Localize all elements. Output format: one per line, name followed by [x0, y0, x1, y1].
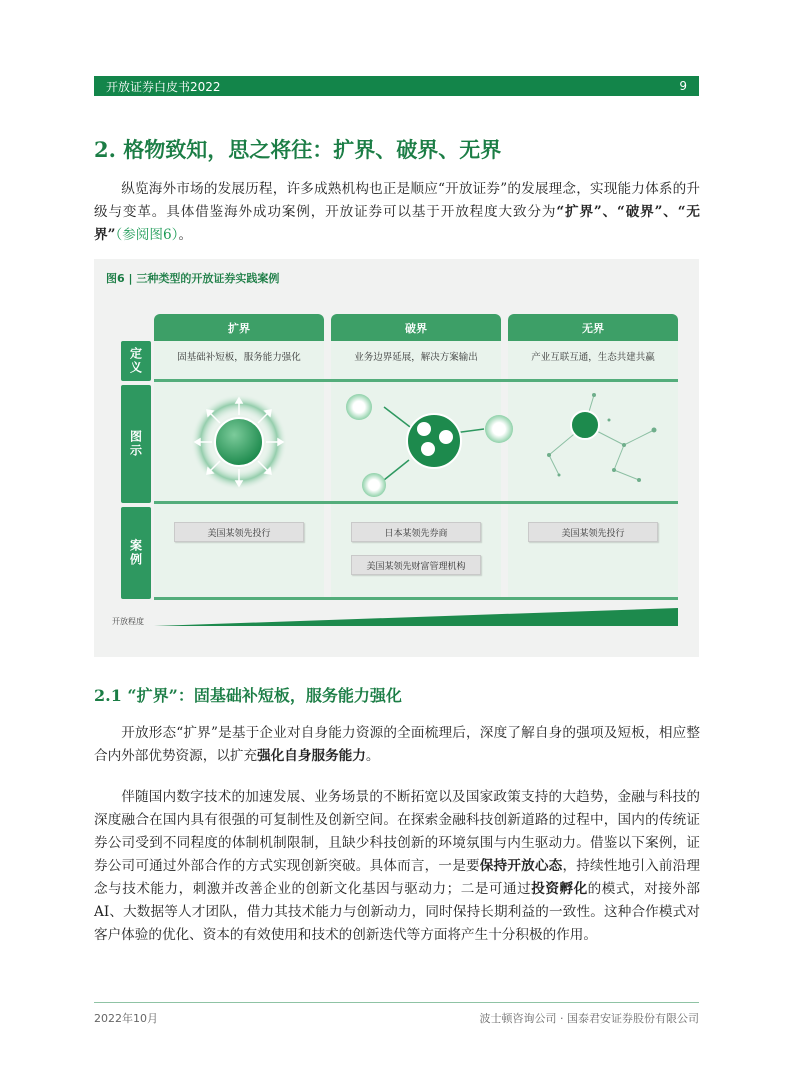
column-header-wujie: 无界: [508, 314, 678, 341]
row-divider-2: [154, 501, 678, 504]
row-divider-1: [154, 379, 678, 382]
case-button-pojie-2[interactable]: 美国某领先财富管理机构: [351, 555, 481, 575]
p2-bold1: 保持开放心态: [479, 858, 563, 874]
paragraph-1: [94, 722, 700, 768]
row-label-diagram: 图示: [121, 385, 151, 503]
definition-kuojie: 固基础补短板，服务能力强化: [177, 352, 301, 363]
case-button-kuojie-1[interactable]: 美国某领先投行: [174, 522, 304, 542]
openness-axis-label: 开放程度: [112, 617, 144, 626]
p1-text: 开放形态“扩界”是基于企业对自身能力资源的全面梳理后，深度了解自身的强项及短板，相应整合内外部优势资源，以扩充: [94, 725, 700, 764]
footer-publisher: 波士顿咨询公司 · 国泰君安证券股份有限公司: [479, 1012, 699, 1025]
intro-end: 。: [178, 227, 193, 243]
column-header-pojie: 破界: [331, 314, 501, 341]
figure-6: [94, 259, 699, 657]
subsection-heading: 2.1 “扩界”：固基础补短板，服务能力强化: [94, 686, 402, 705]
row-divider-3: [154, 597, 678, 600]
column-header-kuojie: 扩界: [154, 314, 324, 341]
diagram-kuojie: [191, 394, 287, 490]
case-button-wujie-1[interactable]: 美国某领先投行: [528, 522, 658, 542]
definition-pojie: 业务边界延展，解决方案输出: [354, 352, 478, 363]
p2-part3: 的模式，对接外部AI、大数据等人才团队，借力其技术能力与创新动力，同时保持长期利益的一致性。这种合作模式对客户体验的优化、资本的有效使用和技术的创新迭代等方面将产生十分积极的作用。: [94, 881, 700, 943]
openness-wedge: [154, 608, 678, 628]
p1-end: 。: [365, 748, 380, 764]
page-number: 9: [679, 79, 687, 93]
row-label-definition: 定义: [121, 341, 151, 381]
intro-paragraph: [94, 178, 700, 247]
footer-date: 2022年10月: [94, 1012, 158, 1025]
intro-text: 纵览海外市场的发展历程，许多成熟机构也正是顺应“开放证券”的发展理念，实现能力体系的升级与变革。具体借鉴海外成功案例，开放证券可以基于开放程度大致分为: [94, 181, 700, 220]
section-heading: 2. 格物致知，思之将往：扩界、破界、无界: [94, 137, 502, 162]
page-header-bar: [94, 76, 699, 96]
row-label-cases: 案例: [121, 507, 151, 599]
p1-bold: 强化自身服务能力: [257, 748, 366, 764]
header-title: 开放证券白皮书2022: [106, 79, 221, 94]
figure-title: 图6 | 三种类型的开放证券实践案例: [106, 272, 280, 285]
p2-part1: 伴随国内数字技术的加速发展、业务场景的不断拓宽以及国家政策支持的大趋势，金融与科技的深度融合在国内具有很强的可复制性及创新空间。在探索金融科技创新道路的过程中，国内的传统证券公司受到不同程度的体制机制限制，且缺少科技创新的环境氛围与内生驱动力。借鉴以下案例，证券公司可通过外部合作的方式实现创新突破。具体而言，一是要: [94, 789, 700, 874]
intro-bold-terms: “扩界”、“破界”、“无界”: [94, 204, 700, 243]
paragraph-2: [94, 786, 700, 947]
figure-reference-link[interactable]: （参阅图6）: [115, 227, 179, 243]
diagram-pojie: [346, 394, 513, 497]
diagram-wujie: [547, 393, 657, 482]
definition-wujie: 产业互联互通，生态共建共赢: [531, 352, 655, 363]
p2-part2: ，持续性地引入前沿理念与技术能力，刺激并改善企业的创新文化基因与驱动力；二是可通过: [94, 858, 701, 897]
p2-bold2: 投资孵化: [531, 881, 588, 897]
diagram-area: [154, 385, 678, 499]
case-button-pojie-1[interactable]: 日本某领先券商: [351, 522, 481, 542]
footer-divider: [94, 1002, 699, 1003]
